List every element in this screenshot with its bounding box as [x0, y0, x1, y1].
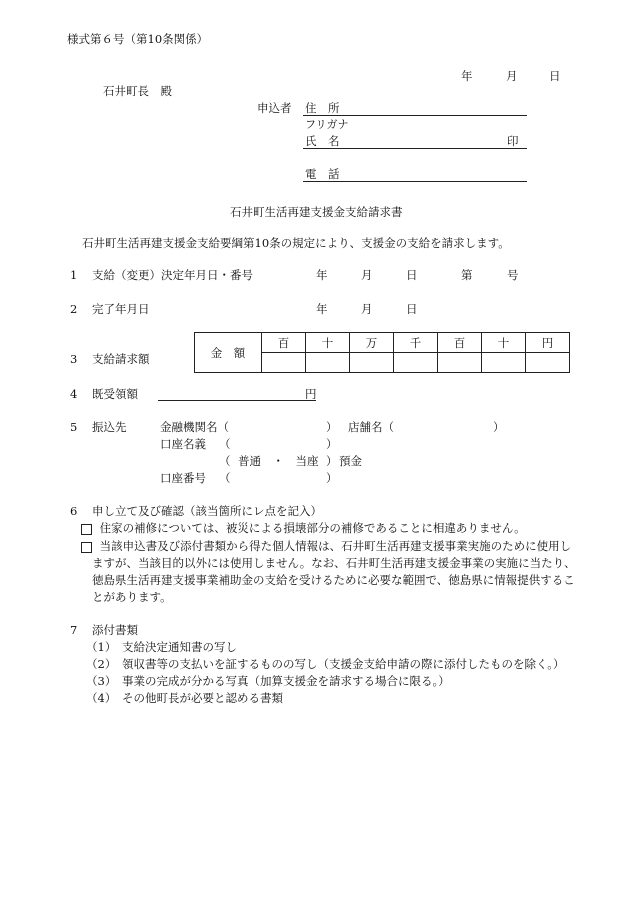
item1-month: 月	[361, 268, 373, 282]
address-label: 住 所	[305, 101, 340, 115]
check2-row	[81, 539, 571, 553]
name-field[interactable]	[303, 148, 527, 149]
doc3-number: （3）	[86, 674, 117, 688]
date-month-label: 月	[506, 69, 518, 83]
branch-close-paren: ）	[493, 420, 505, 434]
check2-text-line2: ますが、当該目的以外には使用しません。なお、石井町生活再建支援金事業の実施に当たり、	[92, 556, 576, 570]
check2-text-line4: とがあります。	[92, 590, 172, 604]
item1-year: 年	[316, 268, 328, 282]
doc1-text: 支給決定通知書の写し	[122, 640, 237, 654]
item4-number: 4	[70, 387, 78, 401]
check1-row	[81, 521, 526, 535]
received-amount-field[interactable]	[158, 400, 316, 401]
item7-label: 添付書類	[92, 623, 138, 637]
digit-input-cell[interactable]	[394, 353, 438, 373]
furigana-label: フリガナ	[305, 118, 349, 131]
phone-field[interactable]	[303, 181, 527, 182]
item2-month: 月	[361, 302, 373, 316]
item4-unit: 円	[305, 387, 317, 401]
form-number: 様式第６号（第10条関係）	[67, 32, 209, 46]
check2-checkbox[interactable]	[81, 542, 92, 553]
item1-number: 1	[70, 268, 78, 282]
doc2-text: 領収書等の支払いを証するものの写し（支援金支給申請の際に添付したものを除く。）	[122, 657, 565, 671]
digit-header: 十	[482, 333, 526, 353]
amount-table	[194, 332, 570, 373]
item6-number: 6	[70, 504, 78, 518]
bank-name-label: 金融機関名（	[160, 420, 229, 434]
check1-checkbox[interactable]	[81, 524, 92, 535]
item1-go: 号	[507, 268, 519, 282]
account-type-options[interactable]: 普通 ・ 当座	[238, 454, 319, 468]
account-type-open-paren: （	[219, 454, 231, 468]
item1-dai: 第	[461, 268, 473, 282]
seal-mark: 印	[507, 134, 519, 148]
date-day-label: 日	[549, 69, 561, 83]
item1-label: 支給（変更）決定年月日・番号	[92, 268, 253, 282]
name-label: 氏 名	[305, 134, 340, 148]
digit-input-cell[interactable]	[482, 353, 526, 373]
doc4-number: （4）	[86, 691, 117, 705]
document-title: 石井町生活再建支援金支給請求書	[230, 205, 403, 219]
check1-text: 住家の補修については、被災による損壊部分の補修であることに相違ありません。	[99, 521, 526, 535]
digit-input-cell[interactable]	[262, 353, 306, 373]
branch-name-label: 店舗名（	[348, 420, 394, 434]
applicant-label: 申込者	[257, 101, 292, 115]
item2-day: 日	[406, 302, 418, 316]
item3-label: 支給請求額	[92, 352, 150, 366]
doc4-text: その他町長が必要と認める書類	[122, 691, 283, 705]
amount-label-cell	[195, 333, 262, 373]
amount-label: 金 額	[210, 345, 246, 360]
bank-close-paren: ）	[326, 420, 338, 434]
digit-input-cell[interactable]	[306, 353, 350, 373]
account-name-close-paren: ）	[326, 437, 338, 451]
address-field[interactable]	[303, 115, 527, 116]
digit-input-cell[interactable]	[438, 353, 482, 373]
check2-text-line3: 徳島県生活再建支援事業補助金の支給を受けるために必要な範囲で、徳島県に情報提供するこ	[92, 573, 575, 587]
check2-text-line1: 当該申込書及び添付書類から得た個人情報は、石井町生活再建支援事業実施のために使用し	[99, 539, 572, 553]
date-year-label: 年	[461, 69, 473, 83]
item5-label: 振込先	[92, 420, 127, 434]
digit-header: 百	[438, 333, 482, 353]
deposit-label: 預金	[339, 454, 362, 468]
digit-header: 万	[350, 333, 394, 353]
doc2-number: （2）	[86, 657, 117, 671]
digit-header: 千	[394, 333, 438, 353]
item4-label: 既受領額	[92, 387, 138, 401]
item2-year: 年	[316, 302, 328, 316]
doc1-number: （1）	[86, 640, 117, 654]
phone-label: 電 話	[305, 167, 340, 181]
intro-text: 石井町生活再建支援金支給要綱第10条の規定により、支援金の支給を請求します。	[82, 236, 510, 250]
account-name-label: 口座名義	[160, 437, 206, 451]
account-name-open-paren: （	[219, 437, 231, 451]
account-number-label: 口座番号	[160, 471, 206, 485]
item1-day: 日	[406, 268, 418, 282]
account-number-close-paren: ）	[326, 471, 338, 485]
digit-header: 百	[262, 333, 306, 353]
item3-number: 3	[70, 352, 78, 366]
addressee: 石井町長 殿	[103, 84, 172, 98]
digit-input-cell[interactable]	[526, 353, 570, 373]
item5-number: 5	[70, 420, 78, 434]
item6-label: 申し立て及び確認（該当箇所にレ点を記入）	[92, 504, 322, 518]
digit-header: 十	[306, 333, 350, 353]
digit-input-cell[interactable]	[350, 353, 394, 373]
item7-number: 7	[70, 623, 78, 637]
account-type-close-paren: ）	[326, 454, 338, 468]
account-number-open-paren: （	[219, 471, 231, 485]
doc3-text: 事業の完成が分かる写真（加算支援金を請求する場合に限る。）	[122, 674, 450, 688]
digit-header: 円	[526, 333, 570, 353]
item2-label: 完了年月日	[92, 302, 150, 316]
item2-number: 2	[70, 302, 78, 316]
